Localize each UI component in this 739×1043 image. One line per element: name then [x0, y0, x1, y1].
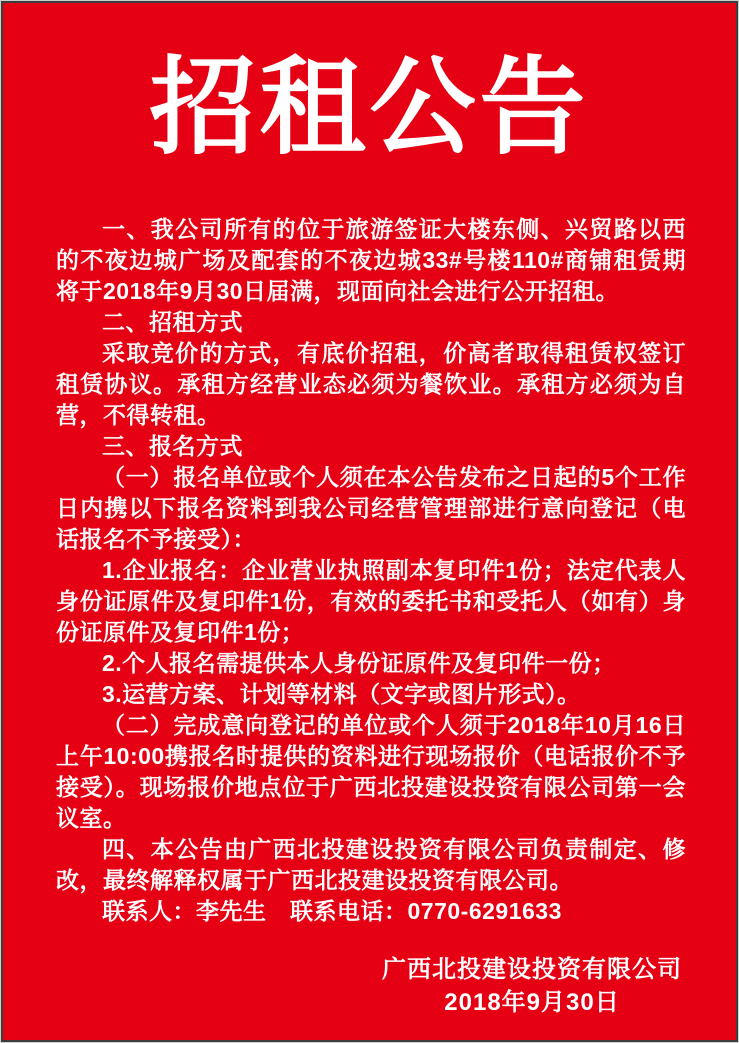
section-heading-2: 二、招租方式 [102, 309, 243, 336]
paragraph-registration: （一）报名单位或个人须在本公告发布之日起的5个工作日内携以下报名资料到我公司经营管理部进行意向登记（电话报名不予接受）： [56, 464, 686, 553]
poster-title: 招租公告 [149, 50, 590, 167]
rental-notice-poster [1, 1, 738, 1042]
paragraph-method: 采取竞价的方式，有底价招租，价高者取得租赁权签订租赁协议。承租方经营业态必须为餐饮业。承租方必须为自营，不得转租。 [56, 340, 686, 429]
signature-block [382, 953, 682, 1019]
list-item-individual: 2.个人报名需提供本人身份证原件及复印件一份； [102, 650, 616, 677]
contact-line: 联系人：李先生 联系电话：0770-6291633 [102, 898, 562, 925]
poster-body [56, 214, 686, 927]
paragraph-bidding: （二）完成意向登记的单位或个人须于2018年10月16日上午10:00携报名时提供的资料进行现场报价（电话报价不予接受）。现场报价地点位于广西北投建设投资有限公司第一会议室。 [56, 712, 686, 832]
paragraph-interpretation: 四、本公告由广西北投建设投资有限公司负责制定、修改，最终解释权属于广西北投建设投资有限公司。 [56, 836, 686, 894]
signature-company: 广西北投建设投资有限公司 [382, 956, 682, 984]
list-item-plan: 3.运营方案、计划等材料（文字或图片形式）。 [102, 681, 581, 708]
list-item-company: 1.企业报名：企业营业执照副本复印件1份；法定代表人身份证原件及复印件1份，有效的委托书和受托人（如有）身份证原件及复印件1份； [56, 557, 686, 646]
paragraph-intro: 一、我公司所有的位于旅游签证大楼东侧、兴贸路以西的不夜边城广场及配套的不夜边城33#号楼110#商铺租赁期将于2018年9月30日届满，现面向社会进行公开招租。 [56, 216, 686, 305]
section-heading-3: 三、报名方式 [102, 433, 243, 460]
signature-date: 2018年9月30日 [444, 989, 620, 1017]
